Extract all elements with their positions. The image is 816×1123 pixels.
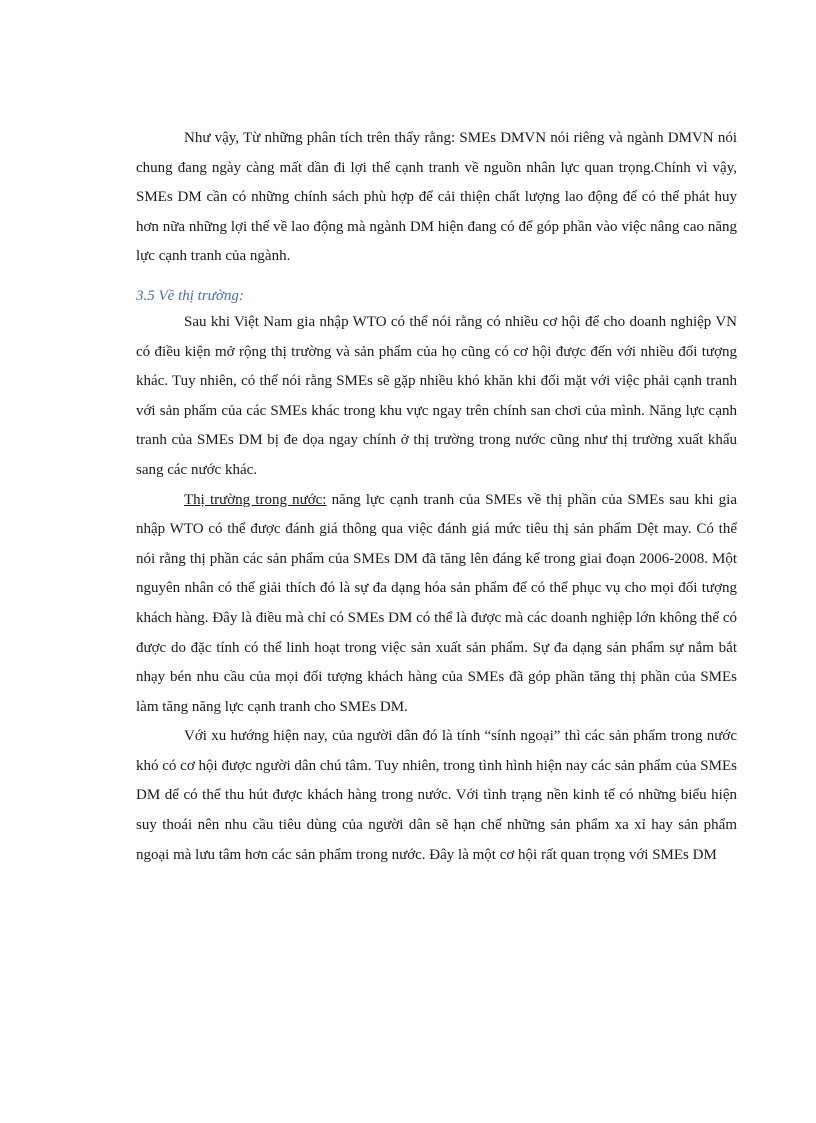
paragraph-consumer-trend: Với xu hướng hiện nay, của người dân đó là tính “sính ngoại” thì các sản phẩm trong nước khó có cơ hội được người dân chú tâm. Tuy nhiên, trong tình hình hiện nay các sản phẩm của SMEs DM dể có thể thu hút được khách hàng trong nước. Với tình trạng nền kinh tế có những biểu hiện suy thoái nên nhu cầu tiêu dùng của người dân sẽ hạn chế những sản phẩm xa xỉ hay sản phẩm ngoại mà lưu tâm hơn các sản phẩm trong nước. Đây là một cơ hội rất quan trọng với SMEs DM [136,728,737,863]
document-page [136,124,737,870]
paragraph-domestic-market [136,486,737,723]
domestic-market-label: Thị trường trong nước: [184,491,327,508]
section-heading-market: 3.5 Về thị trường: [136,287,244,304]
domestic-market-text: năng lực cạnh tranh của SMEs về thị phần của SMEs sau khi gia nhập WTO có thể được đánh giá thông qua việc đánh giá mức tiêu thị sản phẩm Dệt may. Có thể nói rằng thị phần các sản phẩm của SMEs DM đã tăng lên đáng kể trong giai đoạn 2006-2008. Một nguyên nhân có thể giải thích đó là sự đa dạng hóa sản phẩm để có thể phục vụ cho mọi đối tượng khách hàng. Đây là điều mà chỉ có SMEs DM có thể là được mà các doanh nghiệp lớn không thể có được do đặc tính có thể linh hoạt trong việc sản xuất sản phẩm. Sự đa dạng sản phẩm sự nắm bắt nhạy bén nhu cầu của mọi đối tượng khách hàng của SMEs đã góp phần tăng thị phần của SMEs làm tăng năng lực cạnh tranh cho SMEs DM. [136,491,737,715]
paragraph-market-intro: Sau khi Việt Nam gia nhập WTO có thể nói rằng có nhiều cơ hội để cho doanh nghiệp VN có điều kiện mở rộng thị trường và sản phẩm của họ cũng có cơ hội được đến với nhiều đối tượng khác. Tuy nhiên, có thể nói rằng SMEs sẽ gặp nhiều khó khăn khi đối mặt với việc phải cạnh tranh với sản phẩm của các SMEs khác trong khu vực ngay trên chính san chơi của mình. Năng lực cạnh tranh của SMEs DM bị đe dọa ngay chính ở thị trường trong nước cũng như thị trường xuất khẩu sang các nước khác. [136,313,737,478]
paragraph-conclusion-labor: Như vậy, Từ những phân tích trên thấy rằng: SMEs DMVN nói riêng và ngành DMVN nói chung đang ngày càng mất dần đi lợi thế cạnh tranh về nguồn nhân lực quan trọng.Chính vì vậy, SMEs DM cần có những chính sách phù hợp để cải thiện chất lượng lao động để có thể phát huy hơn nữa những lợi thế về lao động mà ngành DM hiện đang có để góp phần vào việc nâng cao năng lực cạnh tranh của ngành. [136,130,737,265]
